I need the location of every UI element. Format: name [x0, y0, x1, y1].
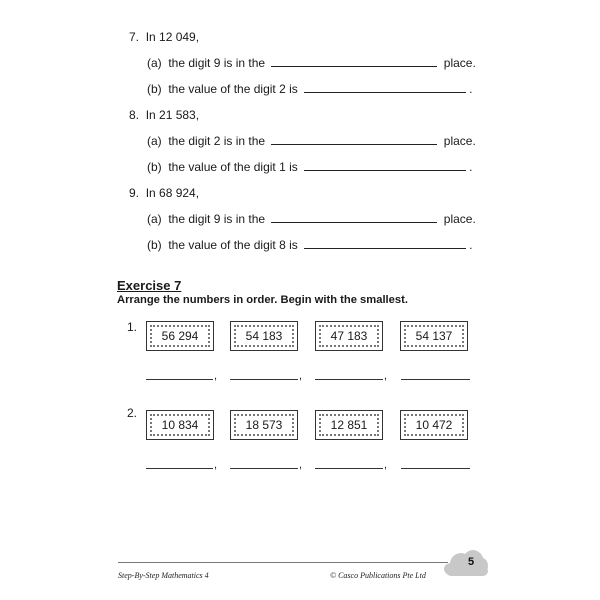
question-8a [147, 134, 476, 148]
question-number: 8. [129, 108, 140, 122]
question-stem-text: In 68 924, [145, 186, 200, 200]
separator-comma: , [384, 370, 388, 382]
part-label: (a) [147, 56, 162, 70]
number-value: 12 851 [319, 414, 379, 436]
part-text: the value of the digit 2 is [168, 82, 298, 96]
number-value: 47 183 [319, 325, 379, 347]
answer-line[interactable] [146, 379, 213, 380]
part-text: the digit 2 is in the [168, 134, 266, 148]
answer-blank[interactable] [271, 65, 437, 67]
set-number: 2. [127, 406, 138, 420]
separator-comma: , [214, 459, 218, 471]
part-suffix: place. [443, 134, 476, 148]
part-suffix: place. [443, 212, 476, 226]
part-text: the value of the digit 1 is [168, 160, 298, 174]
part-suffix: place. [443, 56, 476, 70]
answer-blank[interactable] [304, 169, 466, 171]
answer-blank[interactable] [304, 247, 466, 249]
question-8-stem [129, 108, 199, 122]
number-value: 54 137 [404, 325, 464, 347]
number-box [146, 321, 214, 351]
part-text: the value of the digit 8 is [168, 238, 298, 252]
question-7b [147, 82, 472, 96]
number-value: 10 834 [150, 414, 210, 436]
set-number: 1. [127, 320, 138, 334]
answer-line[interactable] [401, 468, 470, 469]
answer-blank[interactable] [271, 143, 437, 145]
question-9a [147, 212, 476, 226]
part-label: (a) [147, 134, 162, 148]
part-label: (a) [147, 212, 162, 226]
number-value: 56 294 [150, 325, 210, 347]
separator-comma: , [214, 370, 218, 382]
answer-blank[interactable] [304, 91, 466, 93]
number-value: 54 183 [234, 325, 294, 347]
question-8b [147, 160, 472, 174]
separator-comma: , [299, 459, 303, 471]
number-box [400, 321, 468, 351]
number-box [315, 410, 383, 440]
question-number: 7. [129, 30, 140, 44]
answer-line[interactable] [230, 379, 298, 380]
question-stem-text: In 12 049, [145, 30, 200, 44]
part-suffix: . [469, 238, 473, 252]
answer-blank[interactable] [271, 221, 437, 223]
part-suffix: . [469, 160, 473, 174]
answer-line[interactable] [230, 468, 298, 469]
question-9b [147, 238, 472, 252]
book-title: Step-By-Step Mathematics 4 [118, 571, 209, 580]
answer-line[interactable] [401, 379, 470, 380]
part-label: (b) [147, 82, 162, 96]
question-9-stem [129, 186, 199, 200]
exercise-title: Exercise 7 [117, 278, 182, 293]
part-text: the digit 9 is in the [168, 56, 266, 70]
question-7a [147, 56, 476, 70]
separator-comma: , [299, 370, 303, 382]
number-box [315, 321, 383, 351]
part-label: (b) [147, 160, 162, 174]
question-7-stem [129, 30, 199, 44]
separator-comma: , [384, 459, 388, 471]
number-value: 10 472 [404, 414, 464, 436]
part-suffix: . [469, 82, 473, 96]
number-box [230, 321, 298, 351]
publisher-credit: © Casco Publications Pte Ltd [330, 571, 426, 580]
question-stem-text: In 21 583, [145, 108, 200, 122]
number-value: 18 573 [234, 414, 294, 436]
answer-line[interactable] [146, 468, 213, 469]
question-number: 9. [129, 186, 140, 200]
number-box [400, 410, 468, 440]
number-box [146, 410, 214, 440]
part-label: (b) [147, 238, 162, 252]
part-text: the digit 9 is in the [168, 212, 266, 226]
number-box [230, 410, 298, 440]
page-number: 5 [467, 556, 475, 568]
exercise-instruction: Arrange the numbers in order. Begin with the smallest. [117, 294, 408, 306]
answer-line[interactable] [315, 468, 383, 469]
footer-rule [118, 562, 448, 563]
answer-line[interactable] [315, 379, 383, 380]
